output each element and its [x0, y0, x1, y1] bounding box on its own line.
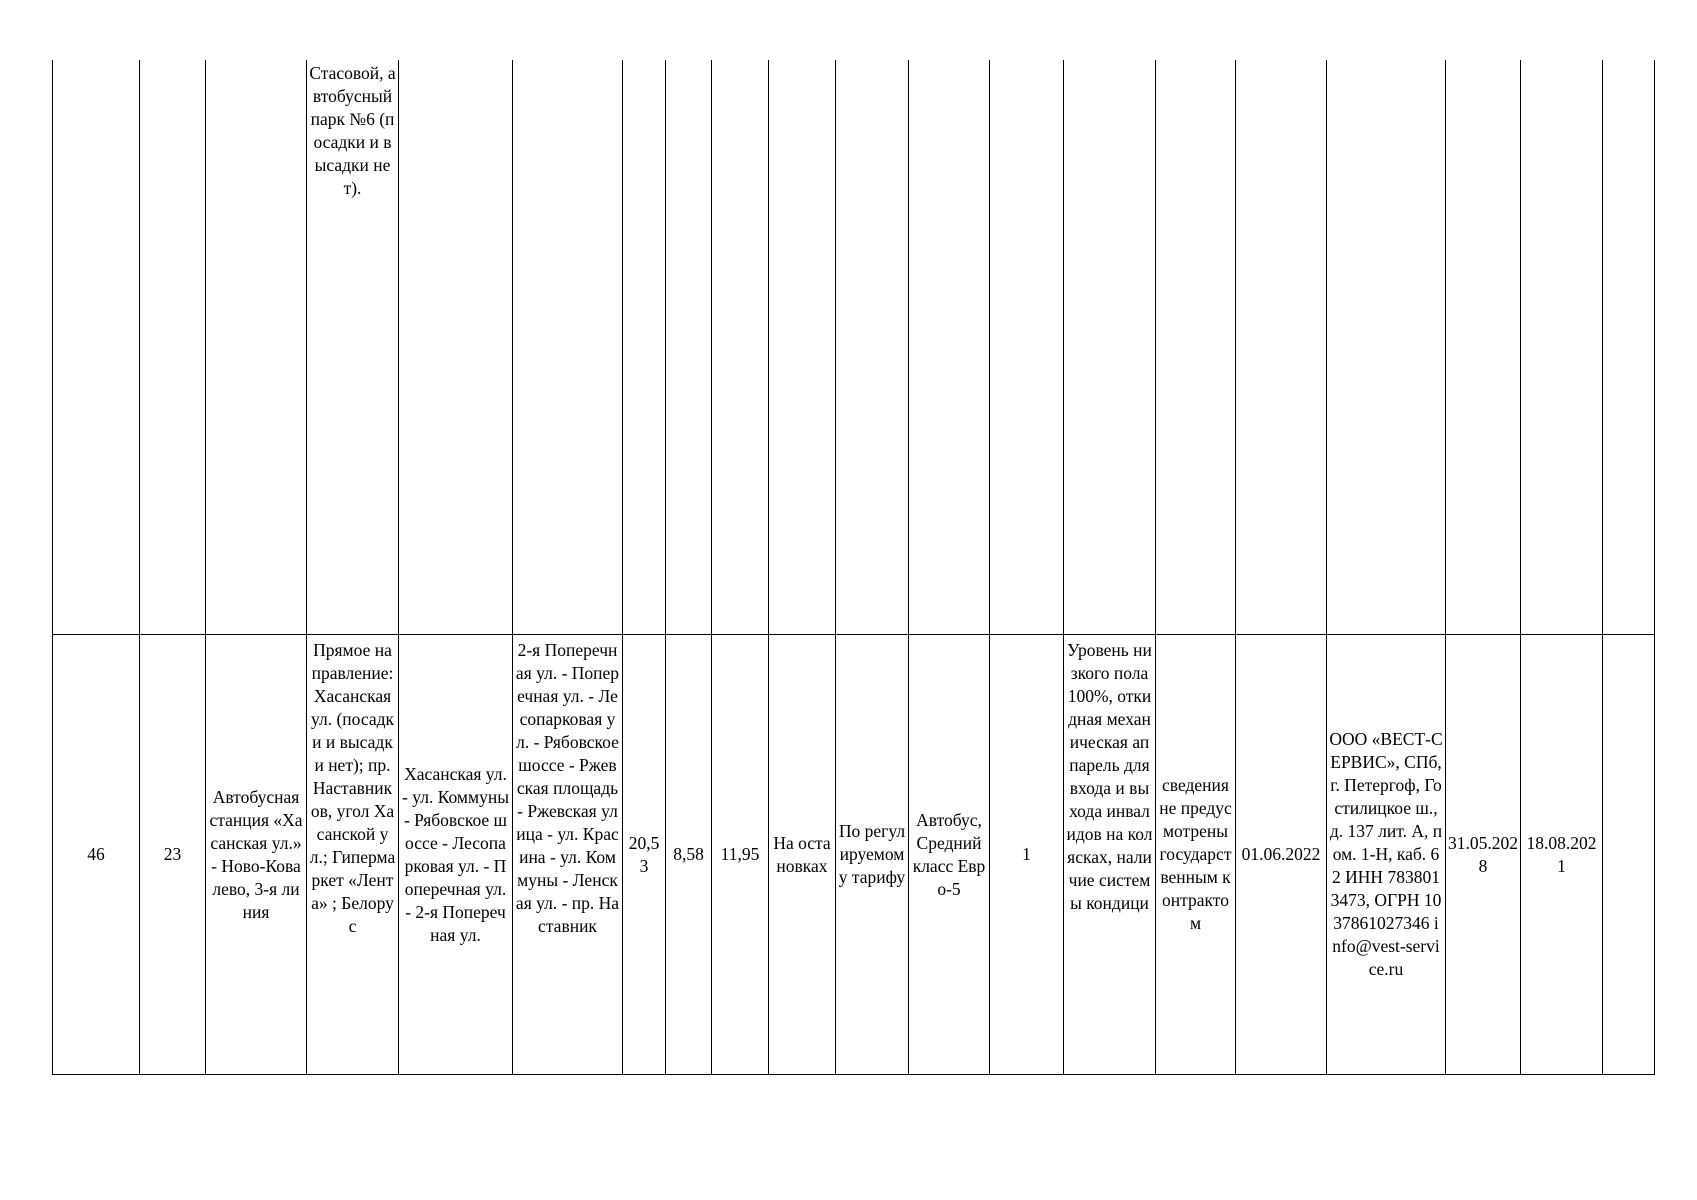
cell-route-name: Автобусная станция «Хасанская ул.» - Ново-Ковалево, 3-я линия	[206, 635, 307, 1075]
cell	[666, 60, 712, 635]
cell-stops-continuation: Стасовой, автобусный парк №6 (посадки и высадки нет).	[307, 60, 399, 635]
cell	[909, 60, 990, 635]
cell-end-date: 31.05.2028	[1446, 635, 1521, 1075]
cell-length-3: 11,95	[712, 635, 769, 1075]
cell-start-date: 01.06.2022	[1236, 635, 1327, 1075]
cell-carrier: ООО «ВЕСТ-СЕРВИС», СПб, г. Петергоф, Гостилицкое ш., д. 137 лит. А, пом. 1-Н, каб. 62 ИНН 7838013473, ОГРН 1037861027346 info@vest-service.ru	[1327, 635, 1446, 1075]
cell	[1064, 60, 1156, 635]
cell	[206, 60, 307, 635]
cell	[1156, 60, 1236, 635]
cell-reg-no: 46	[53, 635, 140, 1075]
cell-vehicle-count: 1	[990, 635, 1064, 1075]
cell	[399, 60, 513, 635]
cell-vehicle-specs: Уровень низкого пола 100%, откидная механическая аппарель для входа и выхода инвалидов на колясках, наличие системы кондици	[1064, 635, 1156, 1075]
cell	[1603, 60, 1655, 635]
cell-length-backward: 8,58	[666, 635, 712, 1075]
cell	[53, 60, 140, 635]
cell-tariff: По регулируемому тарифу	[836, 635, 909, 1075]
cell-contract: сведения не предусмотрены государственным контрактом	[1156, 635, 1236, 1075]
cell-stops: Прямое направление: Хасанская ул. (посадки и высадки нет); пр. Наставников, угол Хасанской ул.; Гипермаркет «Лента» ; Белорус	[307, 635, 399, 1075]
cell-length-forward: 20,53	[623, 635, 666, 1075]
cell	[1236, 60, 1327, 635]
table-row-continuation	[53, 60, 1655, 635]
cell	[1521, 60, 1603, 635]
table-row-route	[53, 635, 1655, 1075]
cell	[623, 60, 666, 635]
cell	[1327, 60, 1446, 635]
cell-boarding-order: На остановках	[769, 635, 836, 1075]
route-registry-table	[52, 60, 1655, 1075]
cell-vehicle: Автобус, Средний класс Евро-5	[909, 635, 990, 1075]
cell-streets-backward: 2-я Поперечная ул. - Поперечная ул. - Лесопарковая ул. - Рябовское шоссе - Ржевская площадь - Ржевская улица - ул. Красина - ул. Коммуны - Ленская ул. - пр. Наставник	[513, 635, 623, 1075]
cell	[513, 60, 623, 635]
cell-last	[1603, 635, 1655, 1075]
cell-registry-date: 18.08.2021	[1521, 635, 1603, 1075]
cell-streets-forward: Хасанская ул. - ул. Коммуны - Рябовское шоссе - Лесопарковая ул. - Поперечная ул. - 2-я Поперечная ул.	[399, 635, 513, 1075]
cell-route-no: 23	[140, 635, 206, 1075]
cell	[836, 60, 909, 635]
cell	[769, 60, 836, 635]
cell	[712, 60, 769, 635]
cell	[990, 60, 1064, 635]
cell	[1446, 60, 1521, 635]
cell	[140, 60, 206, 635]
